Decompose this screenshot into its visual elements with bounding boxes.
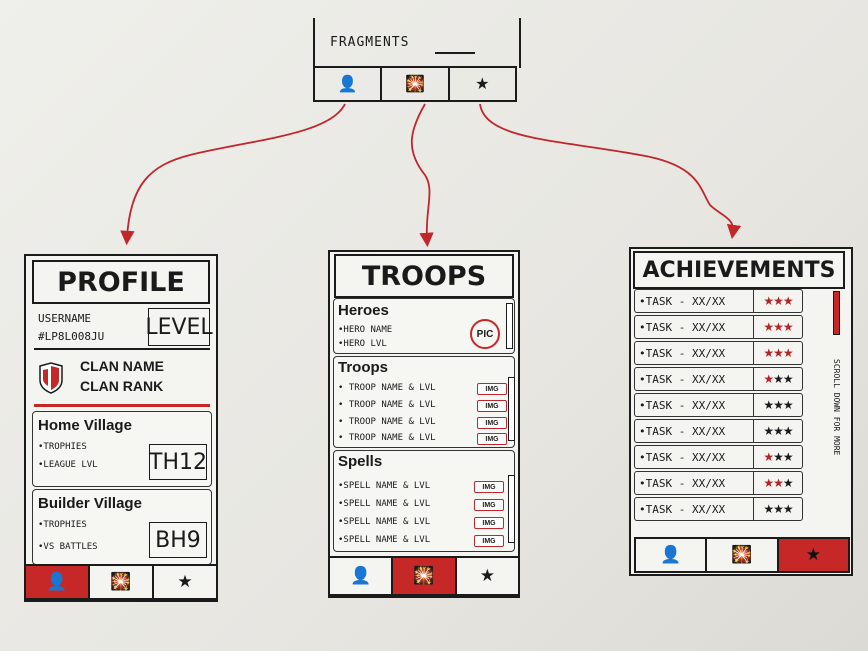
- home-league: •LEAGUE LVL: [38, 460, 98, 470]
- star-icon: ★: [773, 372, 783, 386]
- troop-item: • TROOP NAME & LVL: [338, 400, 436, 410]
- achievement-stars: [754, 472, 802, 494]
- person-icon: 👤: [337, 76, 358, 93]
- townhall-badge: TH12: [149, 444, 207, 480]
- cannon-icon: 🎇: [405, 76, 425, 93]
- achievements-scrollbar[interactable]: [833, 291, 840, 335]
- star-icon: ★: [782, 450, 793, 464]
- builderhall-badge: BH9: [149, 522, 207, 558]
- red-divider: [34, 404, 210, 407]
- nav-tab-troops[interactable]: [707, 539, 778, 571]
- profile-screen: [24, 254, 218, 602]
- star-icon: ★: [782, 502, 793, 516]
- achievement-task: •TASK - XX/XX: [635, 446, 754, 468]
- clan-shield-icon: [38, 362, 64, 394]
- fragment-tab-achievements[interactable]: [450, 68, 515, 100]
- troops-screen: [328, 250, 520, 598]
- star-icon: ★: [773, 346, 783, 360]
- star-icon: ★: [763, 502, 774, 516]
- achievement-stars: [754, 446, 802, 468]
- nav-tab-profile[interactable]: [330, 558, 393, 594]
- star-icon: ★: [782, 372, 793, 386]
- username-label: USERNAME: [38, 312, 91, 325]
- fragments-tabbar: [313, 66, 517, 102]
- star-icon: ★: [763, 398, 774, 412]
- star-icon: ★: [773, 476, 783, 490]
- star-icon: ★: [782, 424, 793, 438]
- star-icon: ★: [782, 476, 793, 490]
- spells-title: Spells: [338, 453, 383, 470]
- achievements-title: ACHIEVEMENTS: [633, 251, 845, 289]
- troops-navbar: [328, 556, 520, 596]
- troop-img: IMG: [477, 383, 507, 395]
- nav-tab-achievements[interactable]: [154, 566, 216, 598]
- star-icon: ★: [782, 398, 793, 412]
- builder-battles: •VS BATTLES: [38, 542, 98, 552]
- troop-item: • TROOP NAME & LVL: [338, 383, 436, 393]
- achievement-task: •TASK - XX/XX: [635, 368, 754, 390]
- spell-item: •SPELL NAME & LVL: [338, 535, 431, 545]
- star-icon: ★: [773, 398, 783, 412]
- star-icon: ★: [782, 346, 793, 360]
- hero-level: •HERO LVL: [338, 339, 387, 349]
- fragments-container: [313, 18, 517, 102]
- spell-img: IMG: [474, 481, 504, 493]
- fragments-header: [313, 18, 521, 68]
- achievement-stars: [754, 368, 802, 390]
- nav-tab-profile[interactable]: [26, 566, 90, 598]
- nav-tab-achievements[interactable]: [457, 558, 518, 594]
- achievement-stars: [754, 498, 802, 520]
- star-icon: ★: [763, 294, 774, 308]
- clan-rank: CLAN RANK: [80, 378, 164, 394]
- achievement-task: •TASK - XX/XX: [635, 290, 754, 312]
- spell-item: •SPELL NAME & LVL: [338, 499, 431, 509]
- achievement-stars: [754, 394, 802, 416]
- spells-card: [333, 450, 515, 552]
- star-icon: ★: [763, 346, 774, 360]
- spells-scrollbar[interactable]: [508, 475, 515, 543]
- achievement-task: •TASK - XX/XX: [635, 498, 754, 520]
- star-icon: ★: [479, 566, 495, 585]
- profile-title: PROFILE: [32, 260, 210, 304]
- star-icon: ★: [763, 476, 774, 490]
- arrow-to-profile: [127, 104, 345, 238]
- star-icon: ★: [763, 450, 774, 464]
- achievement-row[interactable]: [634, 367, 803, 391]
- profile-navbar: [24, 564, 218, 600]
- person-icon: 👤: [46, 572, 68, 591]
- achievement-task: •TASK - XX/XX: [635, 394, 754, 416]
- troops-title: TROOPS: [334, 254, 514, 298]
- troop-item: • TROOP NAME & LVL: [338, 433, 436, 443]
- achievement-task: •TASK - XX/XX: [635, 342, 754, 364]
- achievement-row[interactable]: [634, 497, 803, 521]
- fragments-title: FRAGMENTS: [330, 35, 410, 50]
- person-icon: 👤: [350, 566, 372, 585]
- achievement-row[interactable]: [634, 471, 803, 495]
- builder-village-card: [32, 489, 212, 565]
- home-village-title: Home Village: [38, 417, 132, 434]
- cannon-icon: 🎇: [731, 545, 753, 564]
- star-icon: ★: [177, 572, 193, 591]
- player-tag: #LP8L008JU: [38, 330, 105, 343]
- clan-name: CLAN NAME: [80, 358, 164, 374]
- achievement-list: [631, 289, 811, 539]
- cannon-icon: 🎇: [413, 566, 435, 585]
- star-icon: ★: [773, 294, 783, 308]
- scroll-hint: SCROLL DOWN FOR MORE: [832, 359, 841, 456]
- fragments-underline: [435, 52, 475, 54]
- star-icon: ★: [475, 76, 490, 93]
- achievement-row[interactable]: [634, 315, 803, 339]
- nav-tab-profile[interactable]: [636, 539, 707, 571]
- home-village-card: [32, 411, 212, 487]
- heroes-scrollbar[interactable]: [506, 303, 513, 349]
- achievement-row[interactable]: [634, 393, 803, 417]
- troop-img: IMG: [477, 400, 507, 412]
- fragment-tab-troops[interactable]: [382, 68, 449, 100]
- star-icon: ★: [773, 320, 783, 334]
- star-icon: ★: [773, 424, 783, 438]
- star-icon: ★: [773, 502, 783, 516]
- spell-img: IMG: [474, 535, 504, 547]
- achievement-stars: [754, 342, 802, 364]
- hero-name: •HERO NAME: [338, 325, 393, 335]
- star-icon: ★: [782, 320, 793, 334]
- star-icon: ★: [763, 424, 774, 438]
- achievement-row[interactable]: [634, 445, 803, 469]
- troop-img: IMG: [477, 433, 507, 445]
- achievement-task: •TASK - XX/XX: [635, 420, 754, 442]
- nav-tab-troops[interactable]: [90, 566, 154, 598]
- achievement-stars: [754, 290, 802, 312]
- star-icon: ★: [763, 372, 774, 386]
- arrow-to-achievements: [480, 104, 733, 232]
- spell-img: IMG: [474, 499, 504, 511]
- troop-img: IMG: [477, 417, 507, 429]
- troops-card: [333, 356, 515, 448]
- home-trophies: •TROPHIES: [38, 442, 87, 452]
- person-icon: 👤: [660, 545, 682, 564]
- divider: [34, 348, 210, 350]
- troops-section-title: Troops: [338, 359, 389, 376]
- hero-pic: PIC: [470, 319, 500, 349]
- builder-trophies: •TROPHIES: [38, 520, 87, 530]
- achievement-stars: [754, 316, 802, 338]
- star-icon: ★: [773, 450, 783, 464]
- star-icon: ★: [763, 320, 774, 334]
- arrow-to-troops: [412, 104, 430, 240]
- troops-scrollbar[interactable]: [508, 377, 515, 441]
- star-icon: ★: [805, 545, 821, 564]
- builder-village-title: Builder Village: [38, 495, 142, 512]
- achievement-row[interactable]: [634, 341, 803, 365]
- achievement-row[interactable]: [634, 419, 803, 443]
- heroes-title: Heroes: [338, 302, 389, 319]
- star-icon: ★: [782, 294, 793, 308]
- achievement-stars: [754, 420, 802, 442]
- spell-item: •SPELL NAME & LVL: [338, 517, 431, 527]
- level-badge: LEVEL: [148, 308, 210, 346]
- achievement-row[interactable]: [634, 289, 803, 313]
- achievement-task: •TASK - XX/XX: [635, 316, 754, 338]
- cannon-icon: 🎇: [110, 572, 132, 591]
- achievements-navbar: [634, 537, 850, 573]
- spell-item: •SPELL NAME & LVL: [338, 481, 431, 491]
- nav-tab-achievements[interactable]: [779, 539, 848, 571]
- nav-tab-troops[interactable]: [393, 558, 456, 594]
- achievements-screen: [629, 247, 853, 576]
- achievement-task: •TASK - XX/XX: [635, 472, 754, 494]
- spell-img: IMG: [474, 517, 504, 529]
- heroes-card: [333, 298, 515, 354]
- troop-item: • TROOP NAME & LVL: [338, 417, 436, 427]
- fragment-tab-profile[interactable]: [315, 68, 382, 100]
